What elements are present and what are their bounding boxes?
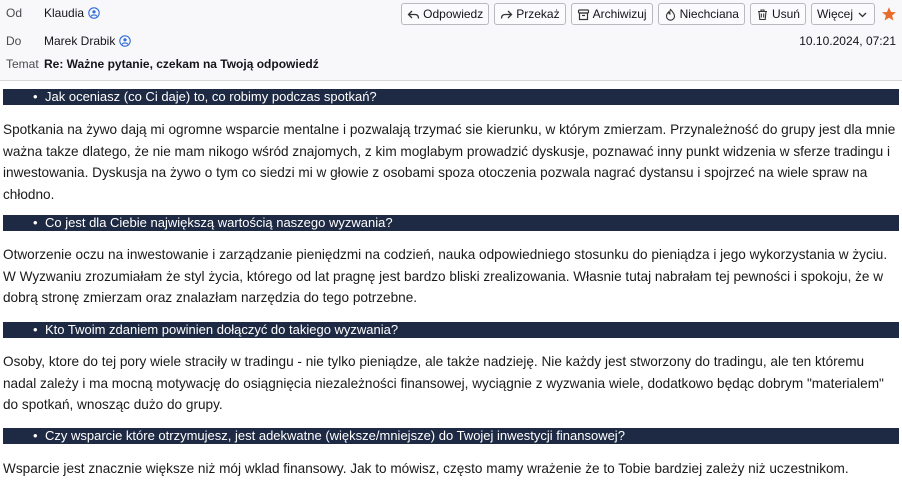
subject-row [0,53,902,75]
to-name[interactable]: Marek Drabik [44,34,116,48]
delete-label: Usuń [771,7,800,21]
archive-icon [577,8,590,21]
star-button[interactable] [880,5,898,23]
delete-button[interactable] [750,3,806,25]
reply-label: Odpowiedz [423,7,484,21]
archive-button[interactable] [571,3,653,25]
to-label: Do [6,34,22,48]
trash-icon [756,8,769,21]
from-value[interactable] [44,6,100,20]
contact-icon[interactable] [88,7,100,19]
star-icon [881,6,897,22]
bullet: • [33,89,38,104]
from-name[interactable]: Klaudia [44,6,85,20]
answer-paragraph: Wsparcie jest znacznie większe niż mój wklad finansowy. Jak to mówisz, często mamy wrażenie że to Tobie bardziej zależy niż uczestnikom. [3,461,849,476]
question-text: Co jest dla Ciebie największą wartością naszego wyzwania? [45,215,393,230]
archive-label: Archiwizuj [592,7,647,21]
subject-label: Temat [6,57,39,71]
question-text: Czy wsparcie które otrzymujesz, jest adekwatne (większe/mniejsze) do Twojej inwestycji finansowej? [45,428,625,443]
to-value[interactable] [44,34,131,48]
subject-value: Re: Ważne pytanie, czekam na Twoją odpowiedź [44,57,319,71]
more-button[interactable] [811,3,875,25]
bullet: • [33,428,38,443]
question-text: Kto Twoim zdaniem powinien dołączyć do takiego wyzwania? [45,322,399,337]
forward-label: Przekaż [516,7,560,21]
question-bar [3,428,899,444]
message-date: 10.10.2024, 07:21 [799,34,896,48]
junk-button[interactable] [658,3,745,25]
forward-icon [500,8,513,21]
from-row [0,2,902,24]
question-bar [3,89,899,105]
answer-paragraph: Spotkania na żywo dają mi ogromne wsparcie mentalne i pozwalają trzymać sie kierunku, w którym zmierzam. Przynależność do grupy jest dla mnie ważna takze dlatego, że nie mam nikogo wśród znajomych, z kim moglabym prowadzić dyskusje, poznawać inny punkt widzenia w sferze tradingu i inwestowania. Dyskusja na żywo o tym co siedzi mi w głowie z osobami spoza otoczenia pozwala nagrać dystansu i spojrzeć na wiele spraw na chłodno. [3,122,896,202]
contact-icon[interactable] [119,35,131,47]
answer-paragraph: Otworzenie oczu na inwestowanie i zarządzanie pieniędzmi na codzień, nauka odpowiedniego stosunku do pieniądza i jego wykorzystania w życiu. W Wyzwaniu zrozumiałam że styl życia, którego od lat pragnę jest bardzo bliski zrealizowania. Własnie tutaj nabrałam tej pewności i spokoju, że w dobrą stronę zmierzam oraz znalazłam narzędzia do tego potrzebne. [3,247,888,305]
to-row [0,30,902,52]
answer-paragraph: Osoby, ktore do tej pory wiele straciły w tradingu - nie tylko pieniądze, ale także nadzieję. Nie każdy jest stworzony do tradingu, ale ten któremu nadal zależy i ma mocną motywację do osiągnięcia niezależności finansowej, wyciągnie z wyzwania wiele, dodatkowo będąc dobrym "materialem" do spotkań, wnosząc dużo do grupy. [3,354,884,412]
question-bar [3,215,899,231]
more-label: Więcej [816,7,853,21]
reply-icon [407,8,420,21]
junk-icon [664,8,677,21]
junk-label: Niechciana [679,7,739,21]
bullet: • [33,322,38,337]
message-header [0,0,902,81]
question-text: Jak oceniasz (co Ci daje) to, co robimy podczas spotkań? [45,89,377,104]
question-bar [3,322,899,338]
message-toolbar [401,3,898,25]
forward-button[interactable] [494,3,565,25]
bullet: • [33,215,38,230]
from-label: Od [6,6,23,20]
chevron-down-icon [856,8,869,21]
reply-button[interactable] [401,3,489,25]
